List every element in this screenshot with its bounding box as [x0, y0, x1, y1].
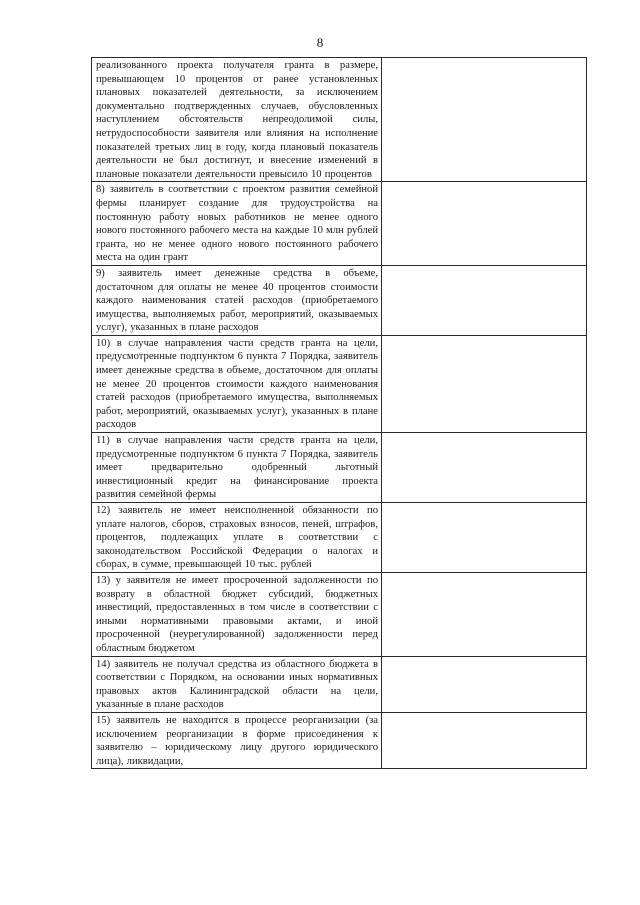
requirement-text: 12) заявитель не имеет неисполненной обязанности по уплате налогов, сборов, страховых взносов, пеней, штрафов, процентов, подлежащих уплате в соответствии с законодательством Российской Федерации о налогах и сборах, в сумме, превышающей 10 тыс. рублей [96, 505, 378, 571]
page-number: 8 [316, 35, 324, 50]
response-cell [382, 712, 587, 768]
requirement-text: 9) заявитель имеет денежные средства в объеме, достаточном для оплаты не менее 40 процентов стоимости каждого наименования статей расходов (приобретаемого имущества, выполняемых работ, мероприятий, оказываемых услуг), указанных в плане расходов [96, 267, 378, 334]
table-row [92, 656, 587, 712]
response-cell [382, 433, 587, 503]
table-row [92, 712, 587, 768]
requirement-cell [92, 58, 382, 182]
requirement-text: 10) в случае направления части средств гранта на цели, предусмотренные подпунктом 6 пункта 7 Порядка, заявитель имеет денежные средства в объеме, достаточном для оплаты не менее 20 процентов стоимости каждого наименования статей расходов (приобретаемого имущества, выполняемых работ, мероприятий, оказываемых услуг), указанных в плане расходов [96, 337, 378, 431]
table-row [92, 182, 587, 266]
requirement-text: 13) у заявителя не имеет просроченной задолженности по возврату в областной бюджет субсидий, бюджетных инвестиций, предоставленных в том числе в соответствии с иными нормативными правовыми актами, и иной просроченной (неурегулированной) задолженности перед областным бюджетом [96, 574, 378, 654]
requirement-cell [92, 433, 382, 503]
requirement-text: 15) заявитель не находится в процессе реорганизации (за исключением реорганизации в форме присоединения к заявителю – юридическому лицу другого юридического лица), ликвидации, [96, 714, 378, 767]
requirement-cell [92, 572, 382, 656]
response-cell [382, 58, 587, 182]
requirement-cell [92, 265, 382, 335]
requirement-cell [92, 656, 382, 712]
table-row [92, 572, 587, 656]
requirement-cell [92, 503, 382, 573]
response-cell [382, 182, 587, 266]
requirement-text: 11) в случае направления части средств гранта на цели, предусмотренные подпунктом 6 пункта 7 Порядка, заявитель имеет предварительно одобренный льготный инвестиционный кредит на финансирование проекта развития семейной фермы [96, 435, 378, 501]
requirements-table [91, 57, 587, 769]
table-row [92, 335, 587, 432]
requirement-cell [92, 335, 382, 432]
response-cell [382, 656, 587, 712]
requirement-text: 8) заявитель в соответствии с проектом развития семейной фермы планирует создание для трудоустройства на постоянную работу новых работников не менее одного нового постоянного рабочего места на каждые 10 млн рублей гранта, но не менее одного нового постоянного рабочего места на один грант [96, 184, 378, 264]
requirement-cell [92, 182, 382, 266]
table-row [92, 503, 587, 573]
table-row [92, 433, 587, 503]
requirement-text: 14) заявитель не получал средства из областного бюджета в соответствии с Порядком, на основании иных нормативных правовых актов Калининградской области на цели, указанные в плане расходов [96, 658, 378, 711]
requirement-cell [92, 712, 382, 768]
response-cell [382, 572, 587, 656]
requirements-table-body [92, 58, 587, 769]
response-cell [382, 335, 587, 432]
requirement-text: реализованного проекта получателя гранта в размере, превышающем 10 процентов от ранее установленных плановых показателей деятельности, за исключением документально подтвержденных случаев, обусловленных наступлением обстоятельств непреодолимой силы, нетрудоспособности заявителя или влияния на исполнение показателей третьих лиц в году, когда плановый показатель деятельности не был достигнут, и внесение изменений в плановые показатели деятельности превысило 10 процентов [96, 60, 378, 180]
table-row [92, 265, 587, 335]
response-cell [382, 265, 587, 335]
table-row [92, 58, 587, 182]
response-cell [382, 503, 587, 573]
